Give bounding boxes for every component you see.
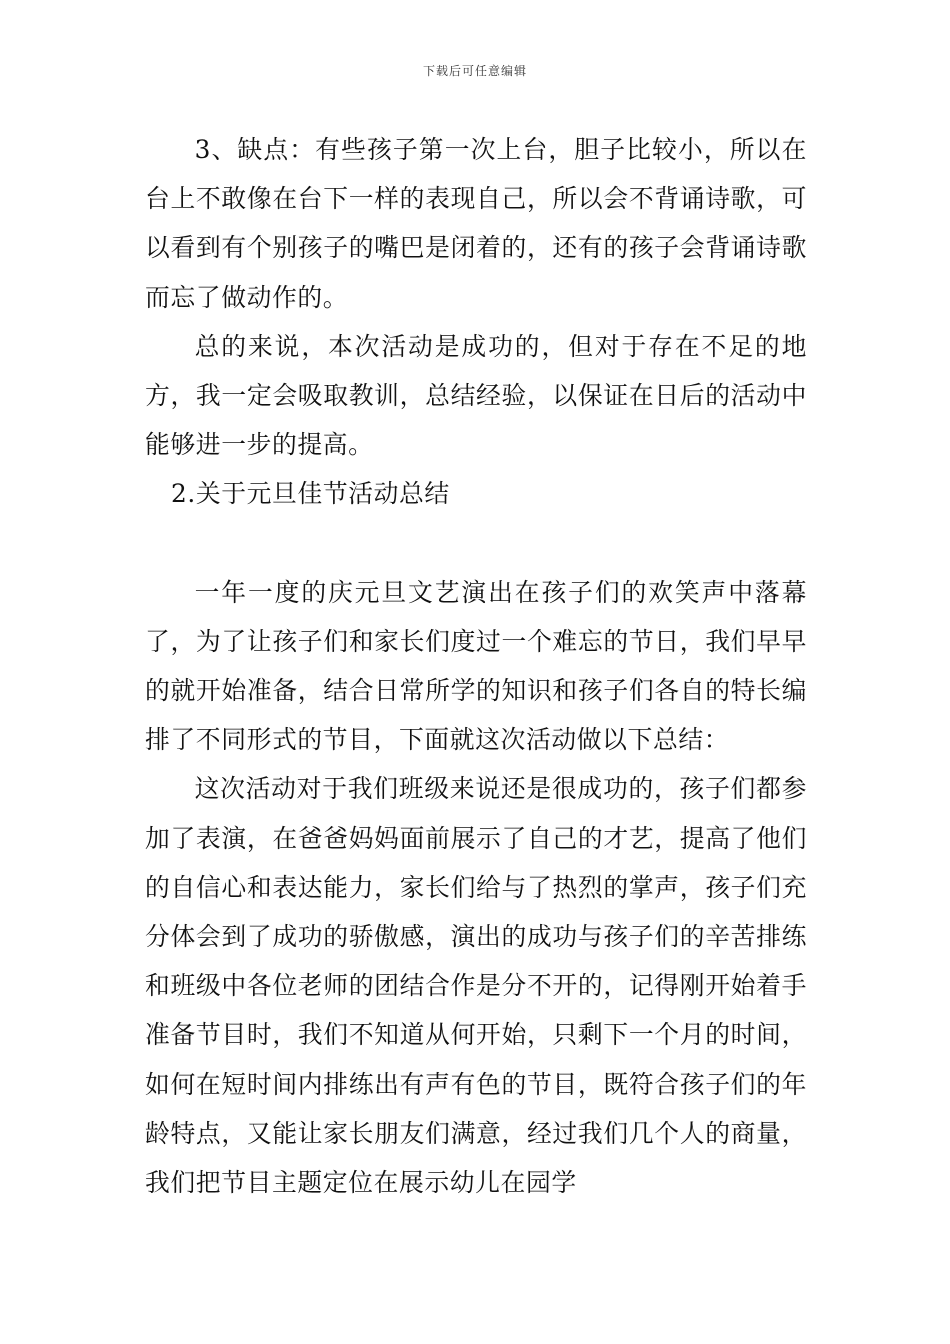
- paragraph-success: 这次活动对于我们班级来说还是很成功的，孩子们都参加了表演，在爸爸妈妈面前展示了自己的才艺，提高了他们的自信心和表达能力，家长们给与了热烈的掌声，孩子们充分体会到了成功的骄傲感，演出的成功与孩子们的辛苦排练和班级中各位老师的团结合作是分不开的，记得刚开始着手准备节目时，我们不知道从何开始，只剩下一个月的时间，如何在短时间内排练出有声有色的节目，既符合孩子们的年龄特点，又能让家长朋友们满意，经过我们几个人的商量，我们把节目主题定位在展示幼儿在园学: [145, 774, 807, 1198]
- document-body: [145, 125, 807, 1207]
- section-title: 2.关于元旦佳节活动总结: [171, 479, 450, 509]
- page-header: 下载后可任意编辑: [422, 64, 527, 78]
- paragraph-intro: 一年一度的庆元旦文艺演出在孩子们的欢笑声中落幕了，为了让孩子们和家长们度过一个难忘的节日，我们早早的就开始准备，结合日常所学的知识和孩子们各自的特长编排了不同形式的节目，下面就这次活动做以下总结：: [145, 577, 807, 755]
- paragraph-conclusion: 总的来说，本次活动是成功的，但对于存在不足的地方，我一定会吸取教训，总结经验，以保证在日后的活动中能够进一步的提高。: [145, 331, 807, 460]
- paragraph-shortcomings: 3、缺点：有些孩子第一次上台，胆子比较小，所以在台上不敢像在台下一样的表现自己，所以会不背诵诗歌，可以看到有个别孩子的嘴巴是闭着的，还有的孩子会背诵诗歌而忘了做动作的。: [145, 135, 807, 312]
- blank-line: [145, 519, 807, 568]
